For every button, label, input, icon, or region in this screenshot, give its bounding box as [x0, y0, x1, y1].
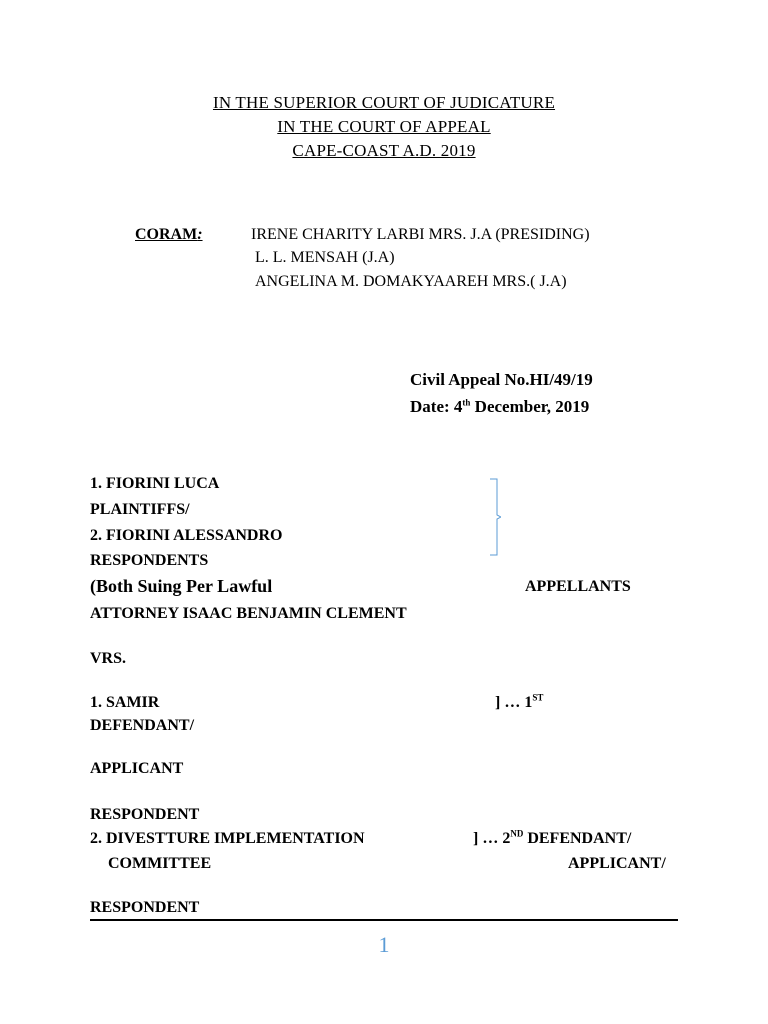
defendant-1-ordinal: ST	[532, 692, 544, 703]
footer-divider	[90, 919, 678, 921]
applicant-label: APPLICANT	[90, 760, 184, 777]
coram-colon: :	[197, 226, 203, 243]
defendant-2-applicant: APPLICANT/	[568, 855, 666, 872]
respondent-label-2: RESPONDENT	[90, 899, 200, 916]
attorney-line: ATTORNEY ISAAC BENJAMIN CLEMENT	[90, 605, 407, 622]
defendant-2-role: DEFENDANT/	[523, 830, 632, 847]
defendant-2-marker-text: ] … 2	[473, 830, 511, 847]
respondent-label-1: RESPONDENT	[90, 806, 200, 823]
defendant-2-continued: COMMITTEE	[108, 855, 212, 872]
plaintiff-2: 2. FIORINI ALESSANDRO	[90, 527, 283, 544]
case-date-prefix: Date: 4	[410, 397, 463, 416]
suing-note: (Both Suing Per Lawful	[90, 576, 273, 596]
defendant-1-marker	[495, 694, 543, 712]
defendant-2: 2. DIVESTTURE IMPLEMENTATION	[90, 830, 365, 847]
defendant-1-role: DEFENDANT/	[90, 717, 195, 734]
civil-appeal-number: Civil Appeal No.HI/49/19	[410, 370, 593, 389]
defendant-2-marker	[473, 830, 631, 848]
defendant-1-marker-text: ] … 1	[495, 694, 533, 711]
coram-judge-presiding: IRENE CHARITY LARBI MRS. J.A (PRESIDING)	[251, 226, 590, 243]
coram-judge-2: L. L. MENSAH (J.A)	[255, 249, 395, 266]
bracket-brace-icon	[489, 478, 501, 556]
plaintiff-role: PLAINTIFFS/	[90, 501, 190, 518]
coram-label-text: CORAM	[135, 226, 198, 243]
page-number: 1	[378, 932, 390, 957]
respondents-label: RESPONDENTS	[90, 552, 209, 569]
appellants-label: APPELLANTS	[525, 578, 631, 595]
case-date-ordinal: th	[462, 397, 471, 408]
defendant-2-ordinal: ND	[510, 828, 524, 839]
versus-label: VRS.	[90, 650, 127, 667]
coram-judge-3: ANGELINA M. DOMAKYAAREH MRS.( J.A)	[255, 273, 567, 290]
coram-label	[135, 226, 203, 244]
defendant-1: 1. SAMIR	[90, 694, 160, 711]
plaintiff-1: 1. FIORINI LUCA	[90, 475, 220, 492]
case-date	[410, 397, 589, 417]
court-heading-line1: IN THE SUPERIOR COURT OF JUDICATURE	[212, 93, 556, 112]
court-heading-line2: IN THE COURT OF APPEAL	[277, 117, 491, 136]
court-heading-line3: CAPE-COAST A.D. 2019	[292, 141, 476, 160]
case-date-suffix: December, 2019	[470, 397, 590, 416]
